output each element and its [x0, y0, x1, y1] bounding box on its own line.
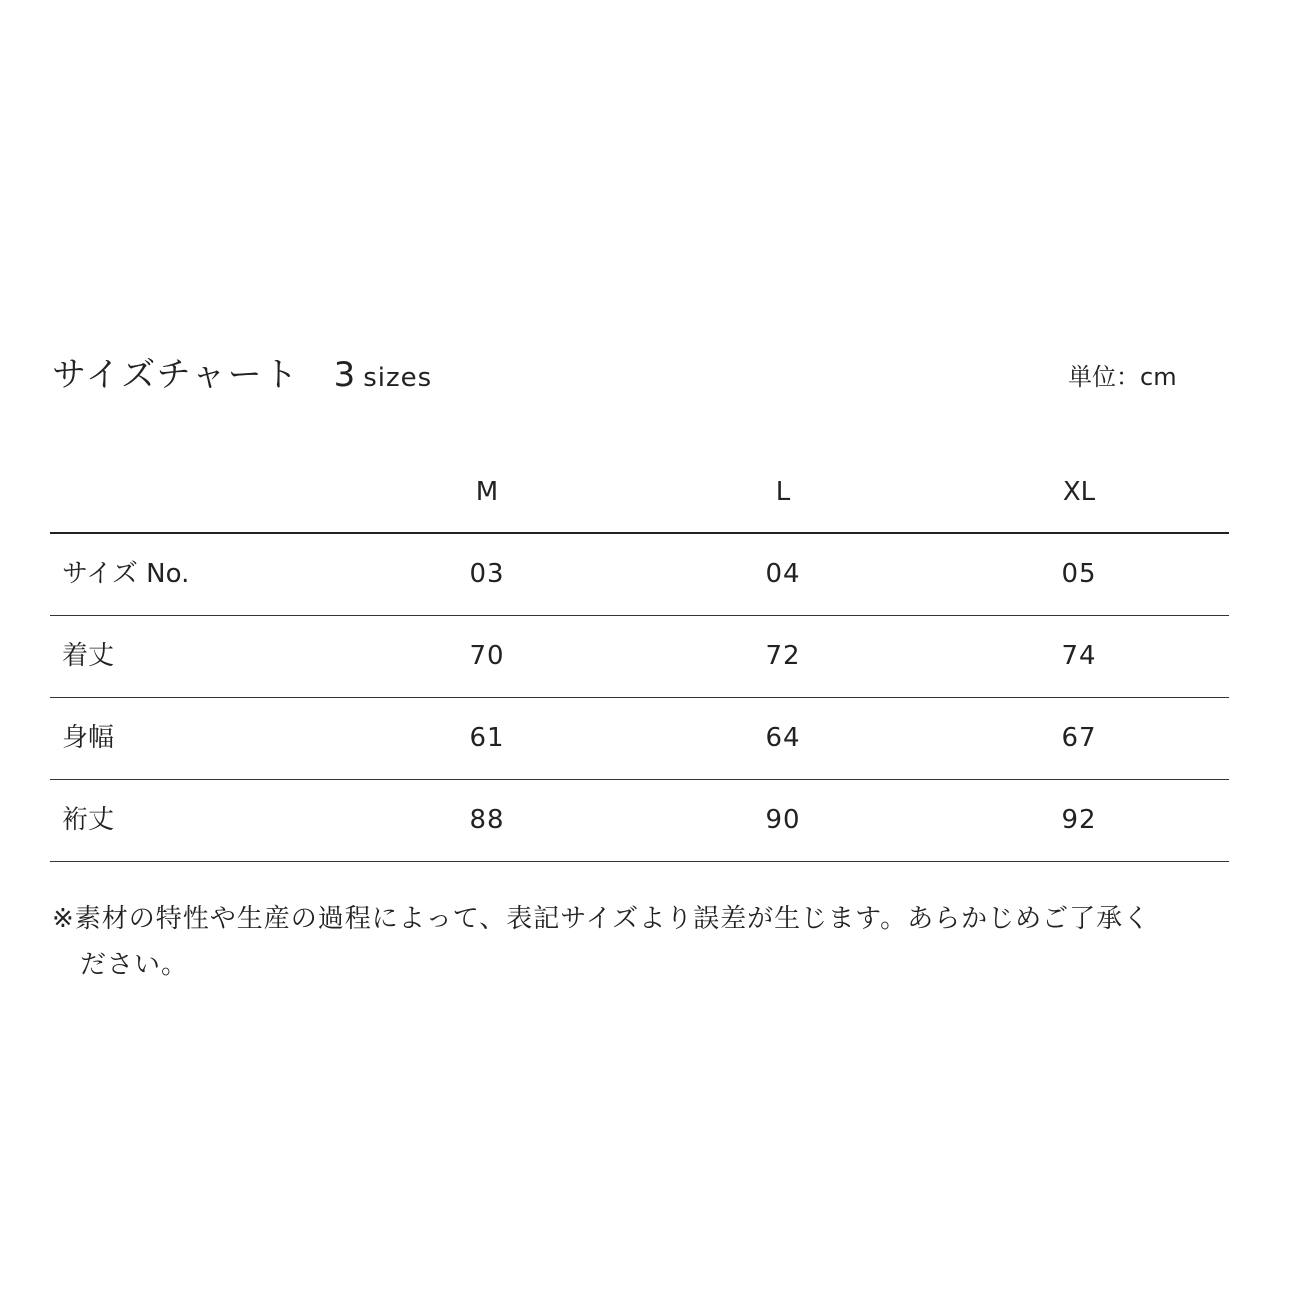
table-cell: 05 — [1061, 559, 1097, 589]
row-label: 身幅 — [62, 723, 115, 753]
table-row-sleeve — [50, 780, 1229, 862]
row-label: 着丈 — [62, 641, 115, 671]
column-header-xl: XL — [1062, 477, 1096, 507]
table-row-length — [50, 616, 1229, 698]
table-row-width — [50, 698, 1229, 780]
size-table — [50, 450, 1229, 862]
unit-label: 単位：cm — [1068, 363, 1177, 391]
table-header-row — [50, 450, 1229, 534]
disclaimer-note — [52, 896, 1232, 988]
sizes-label: sizes — [363, 363, 433, 393]
note-line-2: ださい。 — [80, 950, 189, 980]
table-cell: 70 — [469, 641, 505, 671]
row-label: サイズ No. — [62, 559, 190, 589]
table-cell: 03 — [469, 559, 505, 589]
table-cell: 74 — [1061, 641, 1097, 671]
column-header-m: M — [475, 477, 499, 507]
table-cell: 72 — [765, 641, 801, 671]
table-cell: 90 — [765, 805, 801, 835]
table-cell: 88 — [469, 805, 505, 835]
row-label: 裄丈 — [62, 805, 115, 835]
note-line-1: ※素材の特性や生産の過程によって、表記サイズより誤差が生じます。あらかじめご了承く — [52, 904, 1151, 934]
table-cell: 04 — [765, 559, 801, 589]
page-title — [52, 350, 432, 403]
size-chart-header — [52, 350, 1232, 400]
table-cell: 92 — [1061, 805, 1097, 835]
table-cell: 61 — [469, 723, 505, 753]
title-text: サイズチャート — [52, 355, 300, 395]
column-header-l: L — [775, 477, 791, 507]
size-count: 3 — [333, 355, 358, 395]
table-row-size-no — [50, 534, 1229, 616]
table-cell: 67 — [1061, 723, 1097, 753]
table-cell: 64 — [765, 723, 801, 753]
